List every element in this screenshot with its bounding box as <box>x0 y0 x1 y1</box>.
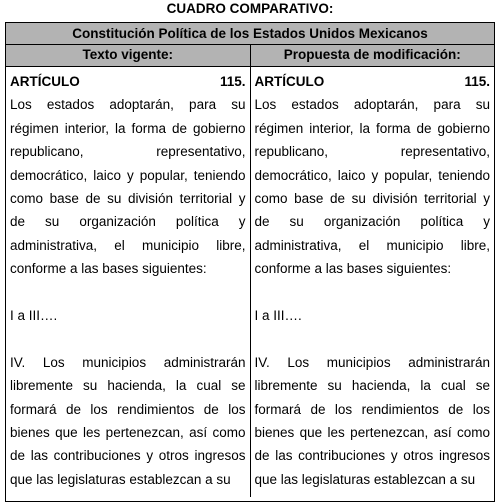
column-header-row <box>6 45 494 67</box>
article-heading <box>255 70 491 93</box>
article-intro-paragraph: Los estados adoptarán, para su régimen interior, la forma de gobierno republicano, representativo, democrático, laico y popular, teniendo como base de su división territorial y de su organización política y administrativa, el municipio libre, conforme a las bases siguientes: <box>254 97 490 277</box>
paragraph-spacer <box>255 281 491 304</box>
paragraph-spacer <box>10 327 246 350</box>
article-number: 115. <box>219 74 246 89</box>
section-range-paragraph: I a III…. <box>254 308 302 324</box>
article-number: 115. <box>464 74 490 89</box>
paragraph-spacer <box>255 327 491 350</box>
document-title: CUADRO COMPARATIVO: <box>166 1 334 16</box>
article-label: ARTÍCULO <box>10 74 80 89</box>
current-text-column <box>6 67 250 497</box>
column-header-proposed-text: Propuesta de modificación: <box>250 45 495 66</box>
fraction-iv-paragraph: IV. Los municipios administrarán libremente su hacienda, la cual se formará de los rendimientos de los bienes que les pertenezcan, así como de las contribuciones y otros ingresos que las legislaturas establezcan a su <box>10 354 246 487</box>
fraction-iv-paragraph: IV. Los municipios administrarán libremente su hacienda, la cual se formará de los rendimientos de los bienes que les pertenezcan, así como de las contribuciones y otros ingresos que las legislaturas establezcan a su <box>254 354 490 487</box>
article-heading <box>10 70 246 93</box>
section-range-paragraph: I a III…. <box>10 308 58 324</box>
article-intro-paragraph: Los estados adoptarán, para su régimen interior, la forma de gobierno republicano, representativo, democrático, laico y popular, teniendo como base de su división territorial y de su organización política y administrativa, el municipio libre, conforme a las bases siguientes: <box>10 97 246 277</box>
column-header-current-text: Texto vigente: <box>82 47 173 62</box>
proposed-text-column <box>250 67 495 497</box>
table-caption: Constitución Política de los Estados Unidos Mexicanos <box>6 23 494 45</box>
article-content-row <box>6 67 494 497</box>
comparison-table <box>5 22 495 502</box>
paragraph-spacer <box>10 281 246 304</box>
article-label: ARTÍCULO <box>254 74 325 89</box>
